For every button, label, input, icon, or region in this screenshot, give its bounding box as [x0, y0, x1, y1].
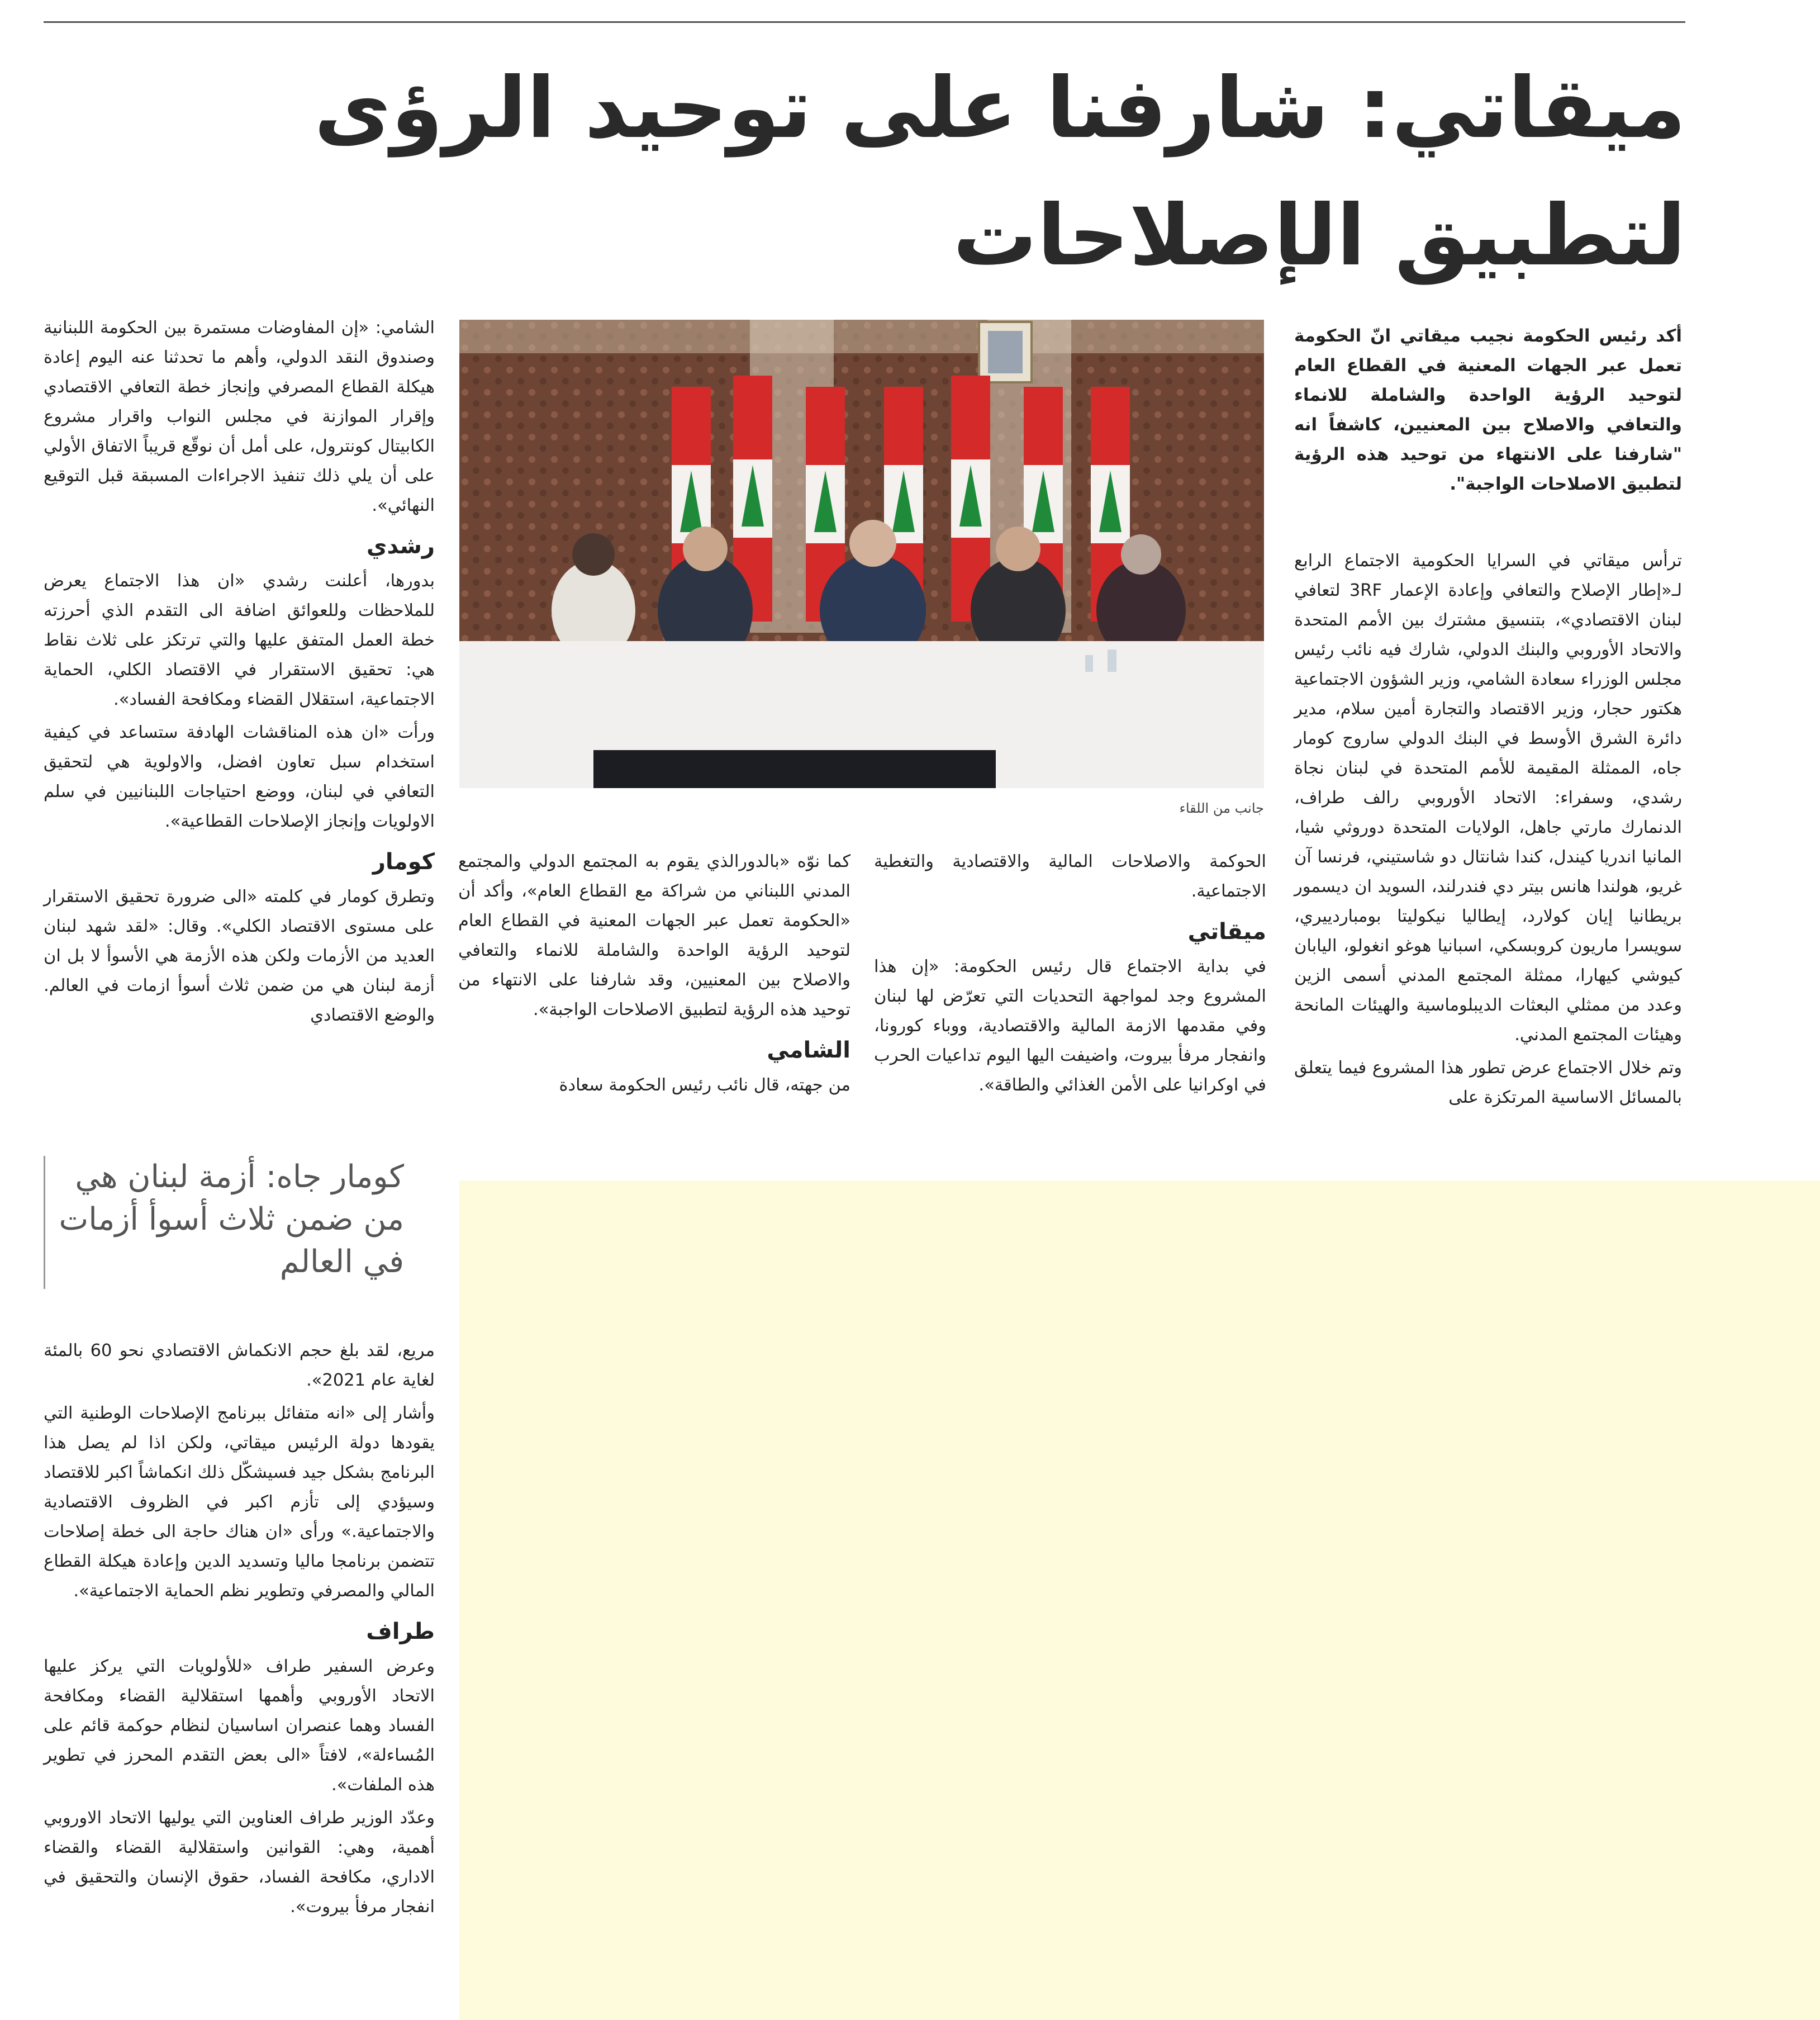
column-4-paragraph-6: وأشار إلى «انه متفائل ببرنامج الإصلاحات الوطنية التي يقودها دولة الرئيس ميقاتي، ولكن اذا لم يصل هذا البرنامج بشكل جيد فسيشكّل ذلك انكماشاً اكبر للاقتصاد وسيؤدي إلى تأزم اكبر في الظروف الاقتصادية والاجتماعية.» ورأى «ان هناك حاجة الى خطة إصلاحات تتضمن برنامجا ماليا وتسديد الدين وإعادة هيكلة القطاع المالي والمصرفي وتطوير نظم الحماية الاجتماعية». [44, 1403, 435, 1601]
pull-quote [44, 1156, 431, 1289]
meeting-photo [459, 320, 1264, 788]
subhead-miqati: ميقاتي [1187, 919, 1266, 945]
column-2-paragraph-1: الحوكمة والاصلاحات المالية والاقتصادية والتغطية الاجتماعية. [874, 852, 1266, 901]
column-4-upper [44, 313, 435, 1033]
column-4-paragraph-3: ورأت «ان هذه المناقشات الهادفة ستساعد في كيفية استخدام سبل تعاون افضل، والاولوية هي لتحقيق التعافي في لبنان، ووضع احتياجات اللبنانيين في سلم الاولويات وإنجاز الإصلاحات القطاعية». [44, 723, 435, 831]
highlight-block [459, 1180, 1820, 2020]
column-3-paragraph-2: من جهته، قال نائب رئيس الحكومة سعادة [559, 1075, 850, 1095]
column-4-paragraph-2: بدورها، أعلنت رشدي «ان هذا الاجتماع يعرض للملاحظات وللعوائق اضافة الى التقدم الذي أحرزته خطة العمل المتفق عليها والتي ترتكز على ثلاث نقاط هي: تحقيق الاستقرار في الاقتصاد الكلي، الحماية الاجتماعية، استقلال القضاء ومكافحة الفساد». [44, 571, 435, 709]
headline [233, 45, 1686, 300]
subhead-traf: طراف [366, 1619, 435, 1644]
column-4-paragraph-1: الشامي: «إن المفاوضات مستمرة بين الحكومة اللبنانية وصندوق النقد الدولي، وأهم ما تحدثنا عنه اليوم إعادة هيكلة القطاع المصرفي وإنجاز خطة التعافي الاقتصادي وإقرار الموازنة في مجلس النواب واقرار مشروع الكابيتال كونترول، على أمل أن نوقّع قريباً الاتفاق الأولي على أن يلي ذلك تنفيذ الاجراءات المسبقة قبل التوقيع النهائي». [44, 318, 435, 515]
headline-line-1: ميقاتي: شارفنا على توحيد الرؤى [314, 60, 1686, 157]
subhead-kumar: كومار [372, 849, 435, 875]
pull-quote-text: كومار جاه: أزمة لبنان هي من ضمن ثلاث أسوأ أزمات في العالم [59, 1159, 404, 1280]
top-rule [44, 21, 1685, 23]
column-4-paragraph-7: وعرض السفير طراف «للأولويات التي يركز عليها الاتحاد الأوروبي وأهمها استقلالية القضاء ومكافحة الفساد وهما عنصران اساسيان لنظام حوكمة قائم على المُساءلة»، لافتاً «الى بعض التقدم المحرز في تطوير هذه الملفات». [44, 1657, 435, 1795]
column-4-paragraph-4: وتطرق كومار في كلمته «الى ضرورة تحقيق الاستقرار على مستوى الاقتصاد الكلي». وقال: «لقد شهد لبنان العديد من الأزمات ولكن هذه الأزمة هي الأسوأ لا بل ان أزمة لبنان هي من ضمن ثلاث أسوأ ازمات في العالم. والوضع الاقتصادي [44, 887, 435, 1025]
photo-caption: جانب من اللقاء [1179, 800, 1264, 816]
lead-paragraph: أكد رئيس الحكومة نجيب ميقاتي انّ الحكومة تعمل عبر الجهات المعنية في القطاع العام لتوحيد الرؤية الواحدة والشاملة للانماء والتعافي والاصلاح بين المعنيين، كاشفاً انه "شارفنا على الانتهاء من توحيد هذه الرؤية لتطبيق الاصلاحات الواجبة". [1294, 326, 1682, 494]
column-4-lower [44, 1336, 435, 1925]
column-2 [874, 847, 1266, 1103]
column-1-paragraph-1: ترأس ميقاتي في السرايا الحكومية الاجتماع الرابع لـ«إطار الإصلاح والتعافي وإعادة الإعمار 3RF لتعافي لبنان الاقتصادي»، بتنسيق مشترك بين الأمم المتحدة والاتحاد الأوروبي والبنك الدولي، شارك فيه نائب رئيس مجلس الوزراء سعادة الشامي، وزير الشؤون الاجتماعية هكتور حجار، وزير الاقتصاد والتجارة أمين سلام، مدير دائرة الشرق الأوسط في البنك الدولي ساروج كومار جاه، الممثلة المقيمة للأمم المتحدة في لبنان نجاة رشدي، وسفراء: الاتحاد الأوروبي رالف طراف، الدنمارك مارتي جاهل، الولايات المتحدة دوروثي شيا، المانيا اندريا كيندل، كندا شانتال دو شاستيني، فرنسا آن غريو، هولندا هانس بيتر دي فندرلند، السويد ان ديسمور بريطانيا إيان كولارد، إيطاليا نيكوليتا بومباردييري، سويسرا ماريون كروبسكي، اسبانيا هوغو انغولو، اليابان كيوشي كيهارا، ممثلة المجتمع المدني أسمى الزين وعدد من ممثلي البعثات الديبلوماسية والهيئات المانحة وهيئات المجتمع المدني. [1294, 551, 1682, 1045]
column-1 [1294, 321, 1682, 1116]
column-4-paragraph-5: مريع، لقد بلغ حجم الانكماش الاقتصادي نحو 60 بالمئة لغاية عام 2021». [44, 1341, 435, 1390]
column-3 [458, 847, 850, 1103]
headline-line-2: لتطبيق الإصلاحات [953, 187, 1686, 284]
column-1-paragraph-2: وتم خلال الاجتماع عرض تطور هذا المشروع فيما يتعلق بالمسائل الاساسية المرتكزة على [1294, 1058, 1682, 1107]
subhead-rushdi: رشدي [366, 533, 435, 559]
column-3-paragraph-1: كما نوّه «بالدورالذي يقوم به المجتمع الدولي والمجتمع المدني اللبناني من شراكة مع القطاع العام»، وأكد أن «الحكومة تعمل عبر الجهات المعنية في القطاع العام لتوحيد الرؤية الواحدة والشاملة للانماء والتعافي والاصلاح بين المعنيين، وقد شارفنا على الانتهاء من توحيد هذه الرؤية لتطبيق الاصلاحات الواجبة». [458, 852, 850, 1020]
column-4-paragraph-8: وعدّد الوزير طراف العناوين التي يوليها الاتحاد الاوروبي أهمية، وهي: القوانين واستقلالية القضاء والقضاء الاداري، مكافحة الفساد، حقوق الإنسان والتحقيق في انفجار مرفأ بيروت». [44, 1808, 435, 1917]
column-2-paragraph-2: في بداية الاجتماع قال رئيس الحكومة: «إن هذا المشروع وجد لمواجهة التحديات التي تعرّض لها لبنان وفي مقدمها الازمة المالية والاقتصادية، ووباء كورونا، وانفجار مرفأ بيروت، واضيفت اليها اليوم تداعيات الحرب في اوكرانيا على الأمن الغذائي والطاقة». [874, 957, 1266, 1095]
subhead-shami: الشامي [767, 1037, 850, 1063]
